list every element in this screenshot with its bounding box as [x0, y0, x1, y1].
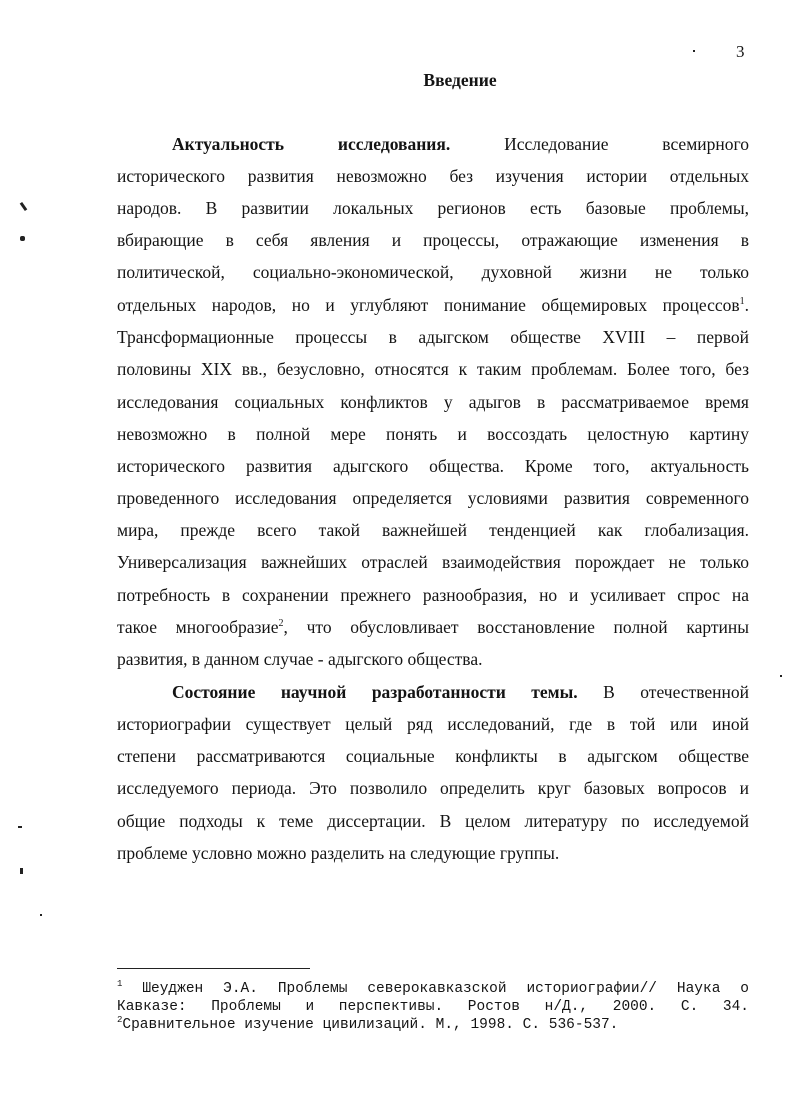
footnote-number: 1	[117, 979, 123, 989]
page-number: 3	[736, 42, 745, 61]
paragraph-text: , что обусловливает восстановление полной картины	[283, 617, 749, 637]
paragraph-line	[117, 616, 749, 638]
paragraph-line: степени рассматриваются социальные конфликты в адыгском обществе	[117, 746, 749, 766]
paragraph-line: проведенного исследования определяется условиями развития современного	[117, 488, 749, 508]
footnote-1	[117, 980, 749, 998]
paragraph-line: общие подходы к теме диссертации. В целом литературу по исследуемой	[117, 811, 749, 831]
paragraph-line	[172, 133, 749, 155]
paragraph-text: В отечественной	[577, 682, 749, 702]
paragraph-line: народов. В развитии локальных регионов есть базовые проблемы,	[117, 198, 749, 218]
paragraph-line: историографии существует целый ряд исследований, где в той или иной	[117, 714, 749, 734]
footnote-number: 2	[117, 1015, 123, 1025]
paragraph-line: развития, в данном случае - адыгского общества.	[117, 649, 483, 669]
paragraph-text: отдельных народов, но и углубляют понимание общемировых процессов	[117, 295, 740, 315]
paragraph-line: мира, прежде всего такой важнейшей тенденцией как глобализация.	[117, 520, 749, 540]
footnote-1-continued: Кавказе: Проблемы и перспективы. Ростов н/Д., 2000. С. 34.	[117, 999, 749, 1015]
scan-speck	[20, 236, 25, 241]
paragraph-line	[172, 681, 749, 703]
paragraph-line: исследования социальных конфликтов у адыгов в рассматриваемое время	[117, 392, 749, 412]
paragraph-line: исторического развития невозможно без изучения истории отдельных	[117, 166, 749, 186]
paragraph-line: исследуемого периода. Это позволило определить круг базовых вопросов и	[117, 778, 749, 798]
section-heading: Состояние научной разработанности темы.	[172, 682, 578, 702]
section-heading-word: Актуальность	[172, 134, 285, 154]
paragraph-line: вбирающие в себя явления и процессы, отражающие изменения в	[117, 230, 749, 250]
page-title: Введение	[423, 70, 497, 90]
paragraph-line: проблеме условно можно разделить на следующие группы.	[117, 843, 560, 863]
scan-speck	[693, 50, 695, 52]
paragraph-line: половины XIX вв., безусловно, относятся к таким проблемам. Более того, без	[117, 359, 749, 379]
footnote-ref[interactable]: 1	[739, 296, 745, 307]
paragraph-line	[117, 294, 749, 316]
paragraph-line: Универсализация важнейших отраслей взаимодействия порождает не только	[117, 552, 749, 572]
paragraph-line: исторического развития адыгского общества. Кроме того, актуальность	[117, 456, 749, 476]
paragraph-line: потребность в сохранении прежнего разнообразия, но и усиливает спрос на	[117, 585, 749, 605]
paragraph-line: невозможно в полной мере понять и воссоздать целостную картину	[117, 424, 749, 444]
footnote-ref[interactable]: 2	[278, 618, 284, 629]
scan-speck	[18, 826, 22, 828]
scan-speck	[20, 868, 23, 874]
paragraph-text: .	[744, 295, 749, 315]
scan-speck	[40, 914, 42, 916]
footnote-2	[117, 1016, 749, 1034]
paragraph-line: Трансформационные процессы в адыгском обществе XVIII – первой	[117, 327, 749, 347]
footnote-separator	[117, 968, 310, 969]
paragraph-text: Исследование всемирного	[504, 134, 749, 154]
scan-speck	[780, 675, 782, 677]
paragraph-text: такое многообразие	[117, 617, 279, 637]
paragraph-line: политической, социально-экономической, духовной жизни не только	[117, 262, 749, 282]
footnote-text: Сравнительное изучение цивилизаций. М., 1998. С. 536-537.	[122, 1017, 619, 1033]
section-heading-word: исследования.	[337, 134, 451, 154]
scan-speck	[20, 202, 28, 211]
footnote-text: Шеуджен Э.А. Проблемы северокавказской историографии// Наука о	[142, 981, 749, 997]
